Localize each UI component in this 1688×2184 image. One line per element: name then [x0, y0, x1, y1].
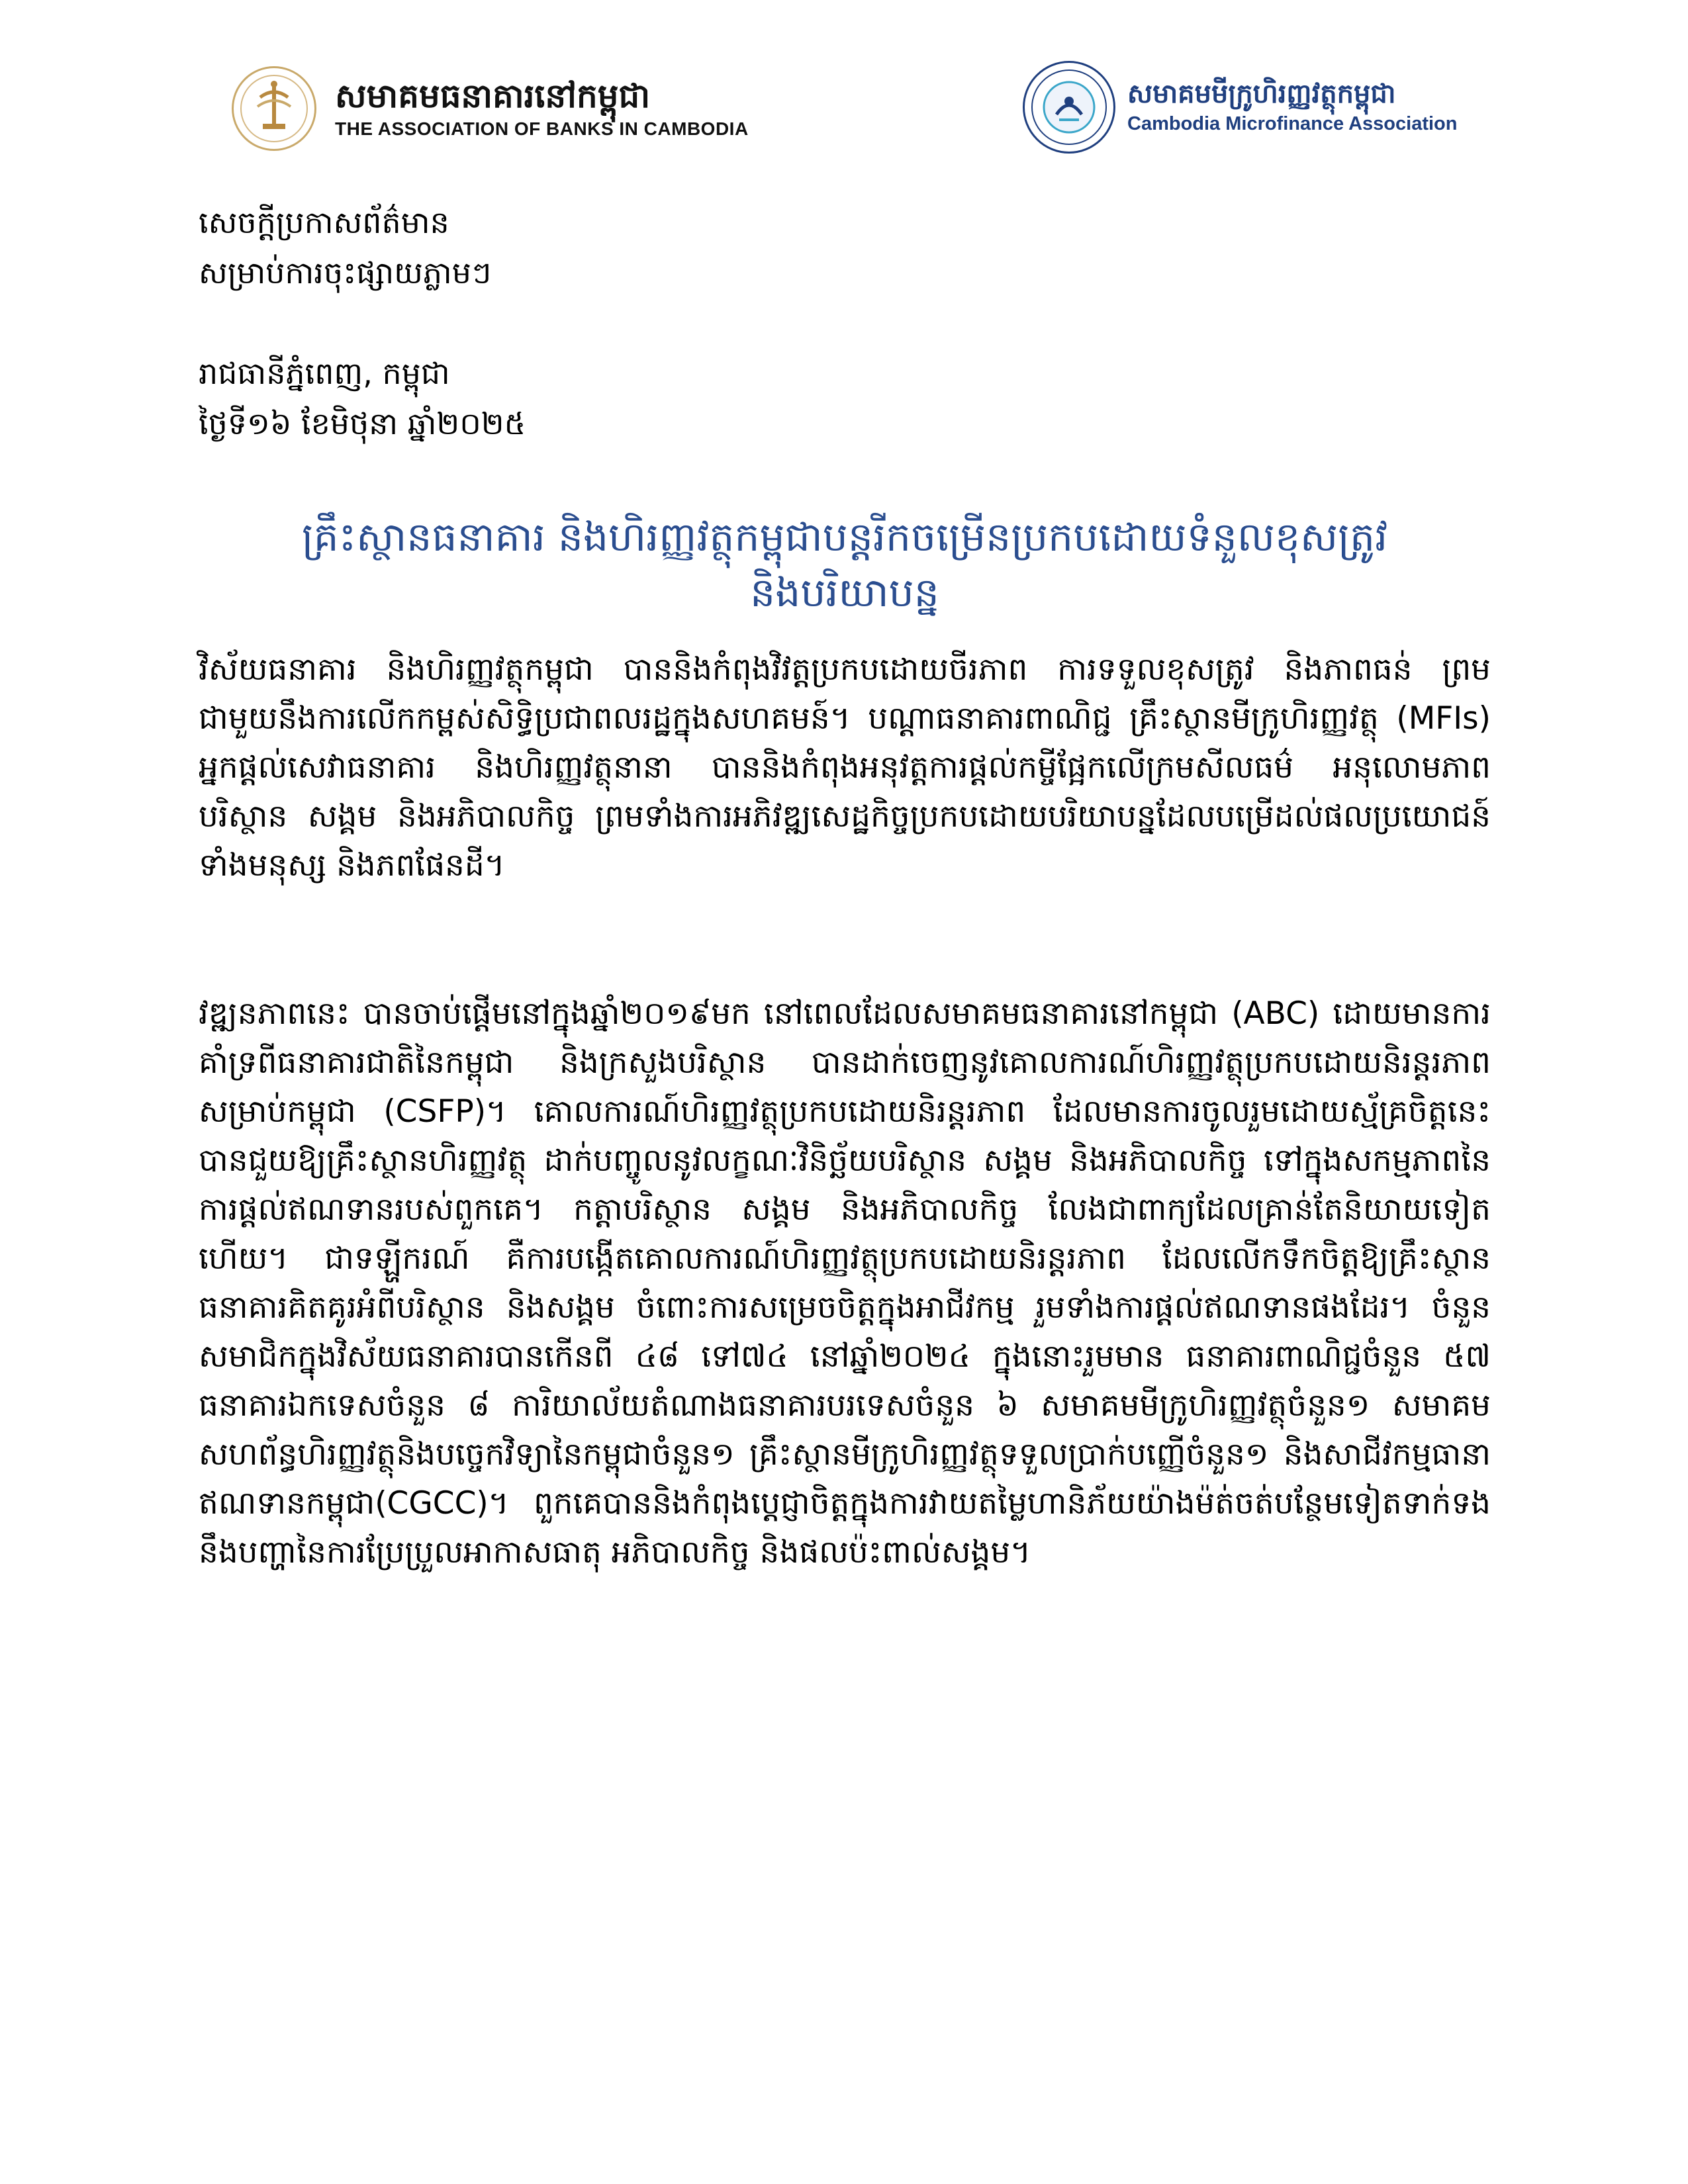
- date: ថ្ងៃទី១៦ ខែមិថុនា ឆ្នាំ២០២៥: [199, 406, 526, 441]
- article-body: [199, 645, 1491, 1577]
- page-title: [199, 510, 1491, 621]
- cma-logo-block: [1023, 61, 1457, 154]
- abc-name-kh: សមាគមធនាគារនៅកម្ពុជា: [335, 76, 651, 115]
- cma-name-kh: សមាគមមីក្រូហិរញ្ញវត្ថុកម្ពុជា: [1127, 78, 1396, 109]
- location: រាជធានីភ្នំពេញ, កម្ពុជា: [199, 355, 450, 391]
- abc-emblem-icon: [232, 66, 316, 151]
- cma-name-en: Cambodia Microfinance Association: [1127, 113, 1458, 134]
- title-line-2: និងបរិយាបន្ន: [750, 570, 939, 616]
- paragraph: វិស័យធនាគារ និងហិរញ្ញវត្ថុកម្ពុជា បាននិងកំពុងវិវត្តប្រកបដោយចីរភាព ការទទួលខុសត្រូវ និងភាពធន់ ព្រមជាមួយនឹងការលើកកម្ពស់សិទ្ធិប្រជាពលរដ្ឋក្នុងសហគមន៍។ បណ្ដាធនាគារពាណិជ្ជ គ្រឹះស្ថានមីក្រូហិរញ្ញវត្ថុ (MFIs) អ្នកផ្ដល់សេវាធនាគារ និងហិរញ្ញវត្ថុនានា បាននិងកំពុងអនុវត្តការផ្ដល់កម្ចីផ្អែកលើក្រមសីលធម៌ អនុលោមភាពបរិស្ថាន សង្គម និងអភិបាលកិច្ច ព្រមទាំងការអភិវឌ្ឍសេដ្ឋកិច្ចប្រកបដោយបរិយាបន្នដែលបម្រើដល់ផលប្រយោជន៍ទាំងមនុស្ស និងភពផែនដី។: [199, 651, 1491, 884]
- press-release-meta: [199, 197, 491, 298]
- paragraph: វឌ្ឍនភាពនេះ បានចាប់ផ្ដើមនៅក្នុងឆ្នាំ២០១៩មក នៅពេលដែលសមាគមធនាគារនៅកម្ពុជា (ABC) ដោយមានការគាំទ្រពីធនាគារជាតិនៃកម្ពុជា និងក្រសួងបរិស្ថាន បានដាក់ចេញនូវគោលការណ៍ហិរញ្ញវត្ថុប្រកបដោយនិរន្តរភាពសម្រាប់កម្ពុជា (CSFP)។ គោលការណ៍ហិរញ្ញវត្ថុប្រកបដោយនិរន្តរភាព ដែលមានការចូលរួមដោយស្ម័គ្រចិត្តនេះ បានជួយឱ្យគ្រឹះស្ថានហិរញ្ញវត្ថុ ដាក់បញ្ចូលនូវលក្ខណៈវិនិច្ឆ័យបរិស្ថាន សង្គម និងអភិបាលកិច្ច ទៅក្នុងសកម្មភាពនៃការផ្ដល់ឥណទានរបស់ពួកគេ។ កត្តាបរិស្ថាន សង្គម និងអភិបាលកិច្ច លែងជាពាក្យដែលគ្រាន់តែនិយាយទៀតហើយ។ ជាទឡ្ហីករណ៍ គឺការបង្កើតគោលការណ៍ហិរញ្ញវត្ថុប្រកបដោយនិរន្តរភាព ដែលលើកទឹកចិត្តឱ្យគ្រឹះស្ថានធនាគារគិតគូរអំពីបរិស្ថាន និងសង្គម ចំពោះការសម្រេចចិត្តក្នុងអាជីវកម្ម រួមទាំងការផ្ដល់ឥណទានផងដែរ។ ចំនួនសមាជិកក្នុងវិស័យធនាគារបានកើនពី ៤៨ ទៅ៧៤ នៅឆ្នាំ២០២៤ ក្នុងនោះរួមមាន ធនាគារពាណិជ្ជចំនួន ៥៧ ធនាគារឯកទេសចំនួន ៨ ការិយាល័យតំណាងធនាគារបរទេសចំនួន ៦ សមាគមមីក្រូហិរញ្ញវត្ថុចំនួន១ សមាគមសហព័ន្ធហិរញ្ញវត្ថុនិងបច្ចេកវិទ្យានៃកម្ពុជាចំនួន១ គ្រឹះស្ថានមីក្រូហិរញ្ញវត្ថុទទួលប្រាក់បញ្ញើចំនួន១ និងសាជីវកម្មធានាឥណទានកម្ពុជា(CGCC)។ ពួកគេបាននិងកំពុងប្ដេជ្ញាចិត្តក្នុងការវាយតម្លៃហានិភ័យយ៉ាងម៉ត់ចត់បន្ថែមទៀតទាក់ទងនឹងបញ្ហានៃការប្រែប្រួលអាកាសធាតុ អភិបាលកិច្ច និងផលប៉ះពាល់សង្គម។: [199, 995, 1491, 1570]
- doc-type: សេចក្ដីប្រកាសព័ត៌មាន: [199, 205, 449, 240]
- release-note: សម្រាប់ការចុះផ្សាយភ្លាមៗ: [199, 255, 492, 291]
- abc-logo-block: [232, 66, 749, 151]
- cma-emblem-icon: [1023, 61, 1115, 154]
- location-date: [199, 348, 526, 449]
- abc-name-en: THE ASSOCIATION OF BANKS IN CAMBODIA: [335, 118, 749, 139]
- title-line-1: គ្រឹះស្ថានធនាគារ និងហិរញ្ញវត្ថុកម្ពុជាបន្តរីកចម្រើនប្រកបដោយទំនួលខុសត្រូវ: [301, 514, 1388, 561]
